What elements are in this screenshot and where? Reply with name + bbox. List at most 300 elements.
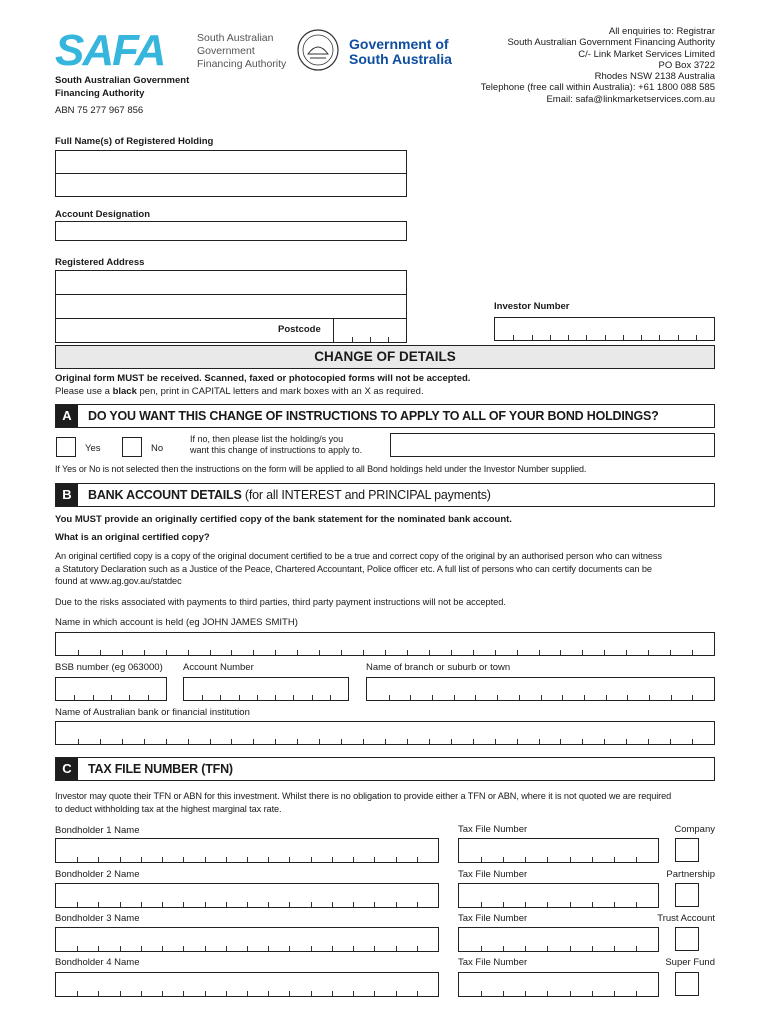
- comb-divider: [604, 739, 605, 744]
- comb-divider: [210, 650, 211, 655]
- comb-divider: [231, 739, 232, 744]
- comb-divider: [226, 946, 227, 951]
- comb-divider: [429, 739, 430, 744]
- safa-logo-sub-3: Financing Authority: [197, 58, 287, 70]
- comb-divider: [648, 739, 649, 744]
- comb-divider: [541, 695, 542, 700]
- comb-divider: [111, 695, 112, 700]
- comb-divider: [93, 695, 94, 700]
- comb-divider: [332, 946, 333, 951]
- comb-divider: [311, 946, 312, 951]
- comb-divider: [451, 739, 452, 744]
- bank-name-label: Name of Australian bank or financial institution: [55, 707, 250, 718]
- comb-divider: [539, 739, 540, 744]
- comb-divider: [275, 650, 276, 655]
- yes-label: Yes: [85, 443, 101, 454]
- comb-divider: [592, 991, 593, 996]
- comb-divider: [417, 946, 418, 951]
- comb-divider: [226, 857, 227, 862]
- holdings-list-field[interactable]: [390, 433, 715, 457]
- comb-divider: [353, 857, 354, 862]
- comb-divider: [268, 946, 269, 951]
- comb-divider: [162, 946, 163, 951]
- if-no-line-2: want this change of instructions to apply to.: [190, 445, 363, 455]
- comb-divider: [636, 902, 637, 907]
- if-no-instructions: [190, 434, 362, 456]
- comb-divider: [570, 857, 571, 862]
- address-field-2[interactable]: [55, 294, 407, 319]
- no-checkbox[interactable]: [122, 437, 142, 457]
- investor-number-field[interactable]: [494, 317, 715, 341]
- if-no-line-1: If no, then please list the holding/s you: [190, 434, 344, 444]
- comb-divider: [77, 902, 78, 907]
- comb-divider: [636, 991, 637, 996]
- comb-divider: [297, 650, 298, 655]
- account-designation-field[interactable]: [55, 221, 407, 241]
- comb-divider: [257, 695, 258, 700]
- certified-explanation-line-1: An original certified copy is a copy of the original document certified to be a true and correct copy of the original by an authorised person who can witness: [55, 551, 662, 561]
- comb-divider: [205, 946, 206, 951]
- comb-divider: [678, 335, 679, 340]
- comb-divider: [268, 991, 269, 996]
- comb-divider: [570, 946, 571, 951]
- comb-divider: [247, 991, 248, 996]
- partnership-checkbox[interactable]: [675, 883, 699, 907]
- comb-divider: [341, 739, 342, 744]
- comb-divider: [144, 650, 145, 655]
- section-a-footnote: If Yes or No is not selected then the instructions on the form will be applied to all Bond holdings held under the Investor Number supplied.: [55, 464, 587, 474]
- comb-divider: [605, 335, 606, 340]
- comb-divider: [547, 946, 548, 951]
- comb-divider: [332, 857, 333, 862]
- account-designation-label: Account Designation: [55, 209, 151, 220]
- comb-divider: [473, 650, 474, 655]
- comb-divider: [517, 739, 518, 744]
- comb-divider: [560, 650, 561, 655]
- comb-divider: [311, 902, 312, 907]
- comb-divider: [648, 650, 649, 655]
- comb-divider: [592, 902, 593, 907]
- comb-divider: [374, 946, 375, 951]
- comb-divider: [614, 902, 615, 907]
- comb-divider: [396, 857, 397, 862]
- comb-divider: [74, 695, 75, 700]
- full-names-field-2[interactable]: [55, 173, 407, 197]
- comb-divider: [389, 695, 390, 700]
- comb-divider: [183, 857, 184, 862]
- comb-divider: [374, 991, 375, 996]
- comb-divider: [312, 695, 313, 700]
- comb-divider: [120, 946, 121, 951]
- company-checkbox[interactable]: [675, 838, 699, 862]
- comb-divider: [77, 946, 78, 951]
- comb-divider: [205, 857, 206, 862]
- comb-divider: [417, 902, 418, 907]
- branch-field[interactable]: [366, 677, 715, 701]
- comb-divider: [183, 946, 184, 951]
- comb-divider: [385, 739, 386, 744]
- comb-divider: [614, 946, 615, 951]
- comb-divider: [319, 739, 320, 744]
- comb-divider: [226, 902, 227, 907]
- comb-divider: [210, 739, 211, 744]
- comb-divider: [166, 650, 167, 655]
- enquiry-line: South Australian Government Financing Authority: [507, 37, 715, 49]
- comb-divider: [495, 739, 496, 744]
- comb-divider: [120, 857, 121, 862]
- comb-divider: [614, 857, 615, 862]
- change-of-details-title: CHANGE OF DETAILS: [314, 349, 456, 364]
- bondholder-4-label: Bondholder 4 Name: [55, 957, 140, 968]
- trust-account-label: Trust Account: [657, 913, 715, 924]
- comb-divider: [432, 695, 433, 700]
- comb-divider: [205, 902, 206, 907]
- comb-divider: [649, 695, 650, 700]
- comb-divider: [78, 650, 79, 655]
- company-label: Company: [674, 824, 715, 835]
- comb-divider: [289, 946, 290, 951]
- section-c-header: [55, 757, 715, 781]
- comb-divider: [503, 902, 504, 907]
- comb-divider: [275, 739, 276, 744]
- account-number-field[interactable]: [183, 677, 349, 701]
- change-of-details-banner: [55, 345, 715, 369]
- comb-divider: [353, 902, 354, 907]
- what-is-certified-heading: What is an original certified copy?: [55, 532, 210, 543]
- comb-divider: [692, 695, 693, 700]
- must-provide-text: You MUST provide an originally certified copy of the bank statement for the nominated bank account.: [55, 514, 512, 525]
- comb-divider: [293, 695, 294, 700]
- notice-pen: [55, 386, 424, 397]
- comb-divider: [129, 695, 130, 700]
- comb-divider: [417, 991, 418, 996]
- comb-divider: [692, 739, 693, 744]
- comb-divider: [429, 650, 430, 655]
- comb-divider: [352, 337, 353, 342]
- abn: ABN 75 277 967 856: [55, 105, 144, 116]
- comb-divider: [525, 857, 526, 862]
- comb-divider: [289, 902, 290, 907]
- comb-divider: [503, 991, 504, 996]
- comb-divider: [481, 991, 482, 996]
- registered-address-label: Registered Address: [55, 257, 145, 268]
- bsb-label: BSB number (eg 063000): [55, 662, 163, 673]
- tfn-4-field[interactable]: [458, 972, 659, 997]
- comb-divider: [332, 991, 333, 996]
- comb-divider: [550, 335, 551, 340]
- comb-divider: [78, 739, 79, 744]
- bondholder-3-name-field[interactable]: [55, 927, 439, 952]
- comb-divider: [311, 857, 312, 862]
- comb-divider: [451, 650, 452, 655]
- comb-divider: [247, 902, 248, 907]
- branch-label: Name of branch or suburb or town: [366, 662, 511, 673]
- comb-divider: [353, 991, 354, 996]
- comb-divider: [253, 650, 254, 655]
- comb-divider: [626, 650, 627, 655]
- comb-divider: [692, 650, 693, 655]
- comb-divider: [606, 695, 607, 700]
- tfn-3-label: Tax File Number: [458, 913, 528, 924]
- safa-logo: [55, 26, 290, 75]
- comb-divider: [525, 946, 526, 951]
- comb-divider: [407, 650, 408, 655]
- comb-divider: [226, 991, 227, 996]
- org-name: [55, 74, 189, 100]
- comb-divider: [454, 695, 455, 700]
- bondholder-2-name-field[interactable]: [55, 883, 439, 908]
- comb-divider: [166, 739, 167, 744]
- comb-divider: [525, 902, 526, 907]
- comb-divider: [410, 695, 411, 700]
- comb-divider: [370, 337, 371, 342]
- comb-divider: [519, 695, 520, 700]
- comb-divider: [353, 946, 354, 951]
- comb-divider: [623, 335, 624, 340]
- comb-divider: [289, 991, 290, 996]
- comb-divider: [503, 946, 504, 951]
- full-names-field-1[interactable]: [55, 150, 407, 174]
- comb-divider: [670, 650, 671, 655]
- comb-divider: [604, 650, 605, 655]
- comb-divider: [407, 739, 408, 744]
- certified-explanation-line-3: found at www.ag.gov.au/statdec: [55, 576, 182, 587]
- section-c-title: TAX FILE NUMBER (TFN): [88, 762, 233, 776]
- bondholder-1-name-field[interactable]: [55, 838, 439, 863]
- safa-logo-sub-2: Government: [197, 45, 255, 57]
- comb-divider: [636, 857, 637, 862]
- tfn-4-label: Tax File Number: [458, 957, 528, 968]
- comb-divider: [539, 650, 540, 655]
- comb-divider: [385, 650, 386, 655]
- enquiry-line: All enquiries to: Registrar: [608, 26, 715, 37]
- comb-divider: [586, 335, 587, 340]
- notice-original: Original form MUST be received. Scanned, faxed or photocopied forms will not be accepted.: [55, 373, 471, 384]
- org-name-line-2: Financing Authority: [55, 88, 145, 99]
- comb-divider: [473, 739, 474, 744]
- comb-divider: [141, 857, 142, 862]
- comb-divider: [239, 695, 240, 700]
- address-field-1[interactable]: [55, 270, 407, 295]
- comb-divider: [141, 946, 142, 951]
- comb-divider: [592, 946, 593, 951]
- comb-divider: [627, 695, 628, 700]
- comb-divider: [330, 695, 331, 700]
- gov-sa-logo-text-1: Government of: [349, 36, 449, 52]
- comb-divider: [582, 650, 583, 655]
- section-c-letter: C: [56, 758, 78, 780]
- tfn-2-field[interactable]: [458, 883, 659, 908]
- comb-divider: [162, 991, 163, 996]
- safa-logo-wordmark: SAFA: [55, 26, 165, 75]
- comb-divider: [253, 739, 254, 744]
- comb-divider: [560, 739, 561, 744]
- yes-checkbox[interactable]: [56, 437, 76, 457]
- comb-divider: [568, 335, 569, 340]
- comb-divider: [614, 991, 615, 996]
- comb-divider: [475, 695, 476, 700]
- comb-divider: [148, 695, 149, 700]
- comb-divider: [319, 650, 320, 655]
- section-b-title-wrap: [88, 488, 491, 502]
- comb-divider: [268, 902, 269, 907]
- comb-divider: [671, 695, 672, 700]
- comb-divider: [220, 695, 221, 700]
- comb-divider: [120, 902, 121, 907]
- comb-divider: [311, 991, 312, 996]
- super-fund-label: Super Fund: [665, 957, 715, 968]
- comb-divider: [162, 857, 163, 862]
- enquiry-line: Rhodes NSW 2138 Australia: [594, 71, 715, 83]
- tfn-1-field[interactable]: [458, 838, 659, 863]
- comb-divider: [77, 857, 78, 862]
- enquiry-block: [481, 26, 715, 105]
- section-b-letter: B: [56, 484, 78, 506]
- comb-divider: [570, 902, 571, 907]
- comb-divider: [497, 695, 498, 700]
- comb-divider: [547, 902, 548, 907]
- comb-divider: [582, 739, 583, 744]
- enquiry-line: C/- Link Market Services Limited: [578, 48, 715, 60]
- notice-pen-black: black: [112, 386, 137, 397]
- comb-divider: [341, 650, 342, 655]
- bondholder-2-label: Bondholder 2 Name: [55, 869, 140, 880]
- comb-divider: [396, 991, 397, 996]
- comb-divider: [122, 650, 123, 655]
- comb-divider: [641, 335, 642, 340]
- comb-divider: [570, 991, 571, 996]
- comb-divider: [141, 902, 142, 907]
- comb-divider: [417, 857, 418, 862]
- section-a-letter: A: [56, 405, 78, 427]
- comb-divider: [122, 739, 123, 744]
- bsb-field[interactable]: [55, 677, 167, 701]
- certified-explanation: [55, 550, 720, 588]
- comb-divider: [481, 902, 482, 907]
- comb-divider: [183, 902, 184, 907]
- tfn-2-label: Tax File Number: [458, 869, 528, 880]
- section-b-title-suffix: (for all INTEREST and PRINCIPAL payments): [241, 488, 491, 502]
- tfn-intro-line-1: Investor may quote their TFN or ABN for this investment. Whilst there is no obligation to provide either a TFN or ABN, where it is not quoted we are required: [55, 791, 672, 801]
- comb-divider: [141, 991, 142, 996]
- comb-divider: [120, 991, 121, 996]
- comb-divider: [670, 739, 671, 744]
- comb-divider: [396, 946, 397, 951]
- comb-divider: [626, 739, 627, 744]
- safa-logo-sub-1: South Australian: [197, 32, 274, 44]
- section-a-header: [55, 404, 715, 428]
- comb-divider: [98, 991, 99, 996]
- org-name-line-1: South Australian Government: [55, 75, 190, 86]
- bondholder-3-label: Bondholder 3 Name: [55, 913, 140, 924]
- tfn-intro-line-2: to deduct withholding tax at the highest marginal tax rate.: [55, 803, 282, 814]
- comb-divider: [636, 946, 637, 951]
- comb-divider: [332, 902, 333, 907]
- bank-name-field[interactable]: [55, 721, 715, 745]
- comb-divider: [503, 857, 504, 862]
- comb-divider: [247, 857, 248, 862]
- comb-divider: [100, 739, 101, 744]
- comb-divider: [289, 857, 290, 862]
- comb-divider: [525, 991, 526, 996]
- comb-divider: [659, 335, 660, 340]
- comb-divider: [188, 650, 189, 655]
- comb-divider: [547, 991, 548, 996]
- account-name-label: Name in which account is held (eg JOHN JAMES SMITH): [55, 617, 298, 628]
- tfn-intro: [55, 790, 671, 815]
- comb-divider: [297, 739, 298, 744]
- comb-divider: [162, 902, 163, 907]
- comb-divider: [275, 695, 276, 700]
- enquiry-line: Email: safa@linkmarketservices.com.au: [546, 93, 715, 105]
- comb-divider: [363, 650, 364, 655]
- comb-divider: [144, 739, 145, 744]
- comb-divider: [517, 650, 518, 655]
- tfn-1-label: Tax File Number: [458, 824, 528, 835]
- comb-divider: [98, 857, 99, 862]
- sa-government-crest: [296, 28, 340, 72]
- comb-divider: [205, 991, 206, 996]
- comb-divider: [363, 739, 364, 744]
- comb-divider: [374, 857, 375, 862]
- comb-divider: [481, 946, 482, 951]
- trust-account-checkbox[interactable]: [675, 927, 699, 951]
- comb-divider: [388, 337, 389, 342]
- notice-pen-c: pen, print in CAPITAL letters and mark boxes with an X as required.: [136, 386, 424, 397]
- enquiry-line: Telephone (free call within Australia): +61 1800 088 585: [480, 82, 715, 94]
- account-name-field[interactable]: [55, 632, 715, 656]
- comb-divider: [202, 695, 203, 700]
- full-names-label: Full Name(s) of Registered Holding: [55, 136, 214, 147]
- comb-divider: [77, 991, 78, 996]
- postcode-field[interactable]: [333, 318, 407, 343]
- comb-divider: [98, 946, 99, 951]
- comb-divider: [374, 902, 375, 907]
- comb-divider: [268, 857, 269, 862]
- comb-divider: [696, 335, 697, 340]
- comb-divider: [183, 991, 184, 996]
- super-fund-checkbox[interactable]: [675, 972, 699, 996]
- tfn-3-field[interactable]: [458, 927, 659, 952]
- section-b-header: [55, 483, 715, 507]
- no-label: No: [151, 443, 164, 454]
- comb-divider: [513, 335, 514, 340]
- comb-divider: [547, 857, 548, 862]
- comb-divider: [495, 650, 496, 655]
- bondholder-1-label: Bondholder 1 Name: [55, 825, 140, 836]
- comb-divider: [562, 695, 563, 700]
- comb-divider: [231, 650, 232, 655]
- account-number-label: Account Number: [183, 662, 254, 673]
- comb-divider: [584, 695, 585, 700]
- comb-divider: [592, 857, 593, 862]
- comb-divider: [98, 902, 99, 907]
- comb-divider: [188, 739, 189, 744]
- section-b-title: BANK ACCOUNT DETAILS: [88, 488, 242, 502]
- comb-divider: [396, 902, 397, 907]
- investor-number-label: Investor Number: [494, 301, 570, 312]
- certified-explanation-line-2: a Statutory Declaration such as a Justice of the Peace, Chartered Accountant, Police officer etc. A full list of persons who can certify documents can be: [55, 563, 652, 574]
- comb-divider: [481, 857, 482, 862]
- enquiry-line: PO Box 3722: [658, 59, 715, 71]
- notice-pen-a: Please use a: [55, 386, 113, 397]
- gov-sa-logo-text-2: South Australia: [349, 51, 452, 67]
- bondholder-4-name-field[interactable]: [55, 972, 439, 997]
- partnership-label: Partnership: [666, 869, 715, 880]
- comb-divider: [532, 335, 533, 340]
- comb-divider: [247, 946, 248, 951]
- third-party-risk: Due to the risks associated with payments to third parties, third party payment instructions will not be accepted.: [55, 597, 506, 607]
